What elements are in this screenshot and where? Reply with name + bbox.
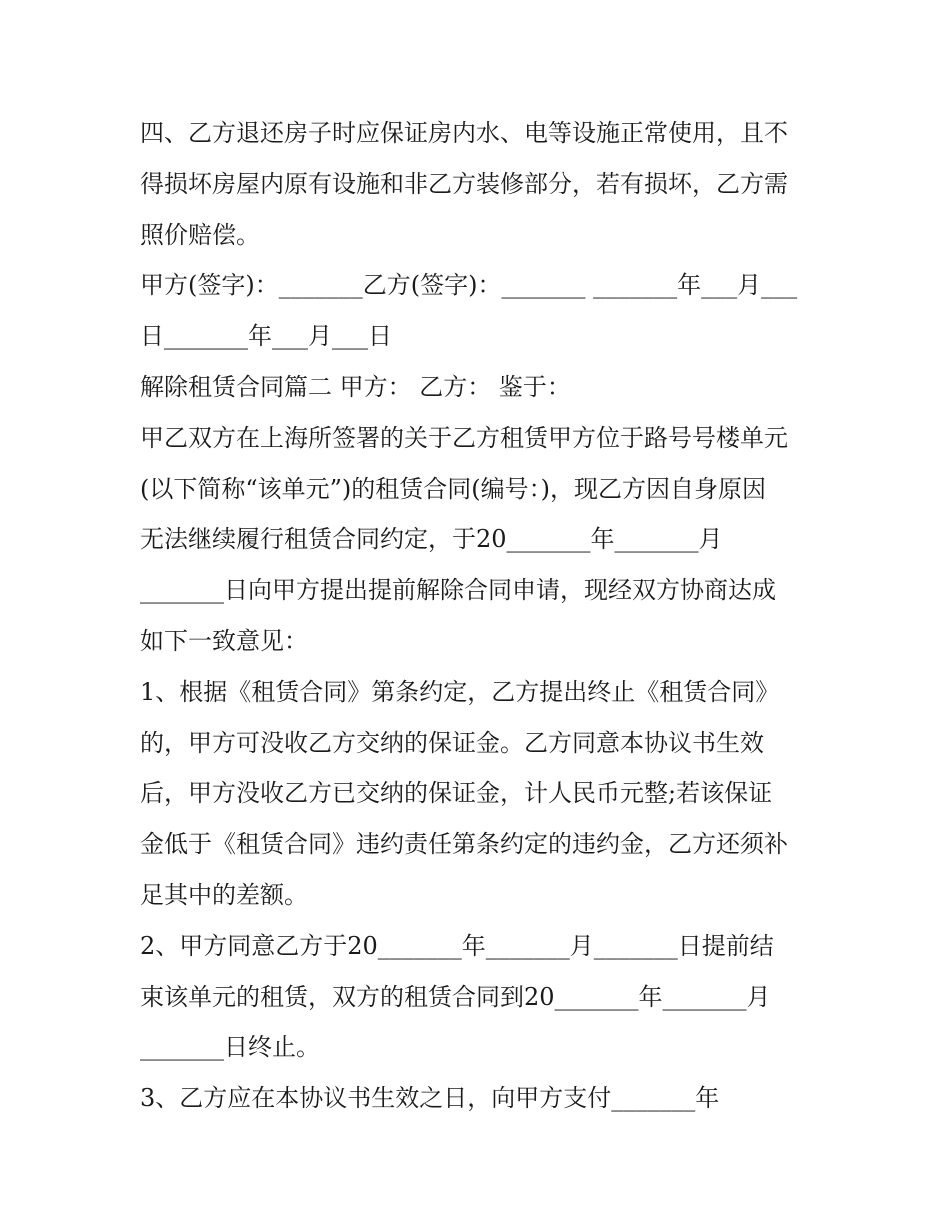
text-line: _______日向甲方提出提前解除合同申请，现经双方协商达成	[140, 576, 776, 605]
text-line: 后，甲方没收乙方已交纳的保证金，计人民币元整;若该保证	[140, 779, 773, 808]
text-line: 束该单元的租赁，双方的租赁合同到20_______年_______月	[140, 982, 771, 1011]
section-heading: 解除租赁合同篇二 甲方： 乙方： 鉴于：	[140, 372, 571, 401]
clause-3: 3、乙方应在本协议书生效之日，向甲方支付_______年	[140, 1084, 720, 1113]
text-line: 足其中的差额。	[140, 880, 308, 909]
text-line: 四、乙方退还房子时应保证房内水、电等设施正常使用，且不	[140, 119, 788, 147]
text-line: 甲乙双方在上海所签署的关于乙方租赁甲方位于路号号楼单元	[140, 423, 788, 452]
signature-line: 甲方(签字)：_______乙方(签字)：_______ _______年___月___	[140, 271, 798, 300]
clause-1: 1、根据《租赁合同》第条约定，乙方提出终止《租赁合同》	[140, 677, 780, 706]
text-line: 得损坏房屋内原有设施和非乙方装修部分，若有损坏，乙方需	[140, 169, 788, 198]
date-line: 日_______年___月___日	[140, 322, 392, 351]
text-line: (以下简称“该单元”)的租赁合同(编号：)，现乙方因自身原因	[140, 474, 766, 503]
text-line: 照价赔偿。	[140, 220, 260, 249]
contract-text	[140, 108, 820, 1124]
text-line: 如下一致意见：	[140, 626, 308, 655]
text-line: 的，甲方可没收乙方交纳的保证金。乙方同意本协议书生效	[140, 728, 764, 757]
text-line: 金低于《租赁合同》违约责任第条约定的违约金，乙方还须补	[140, 830, 788, 859]
text-line: 无法继续履行租赁合同约定，于20_______年_______月	[140, 525, 723, 554]
clause-2: 2、甲方同意乙方于20_______年_______月_______日提前结	[140, 931, 774, 960]
text-line: _______日终止。	[140, 1033, 320, 1062]
